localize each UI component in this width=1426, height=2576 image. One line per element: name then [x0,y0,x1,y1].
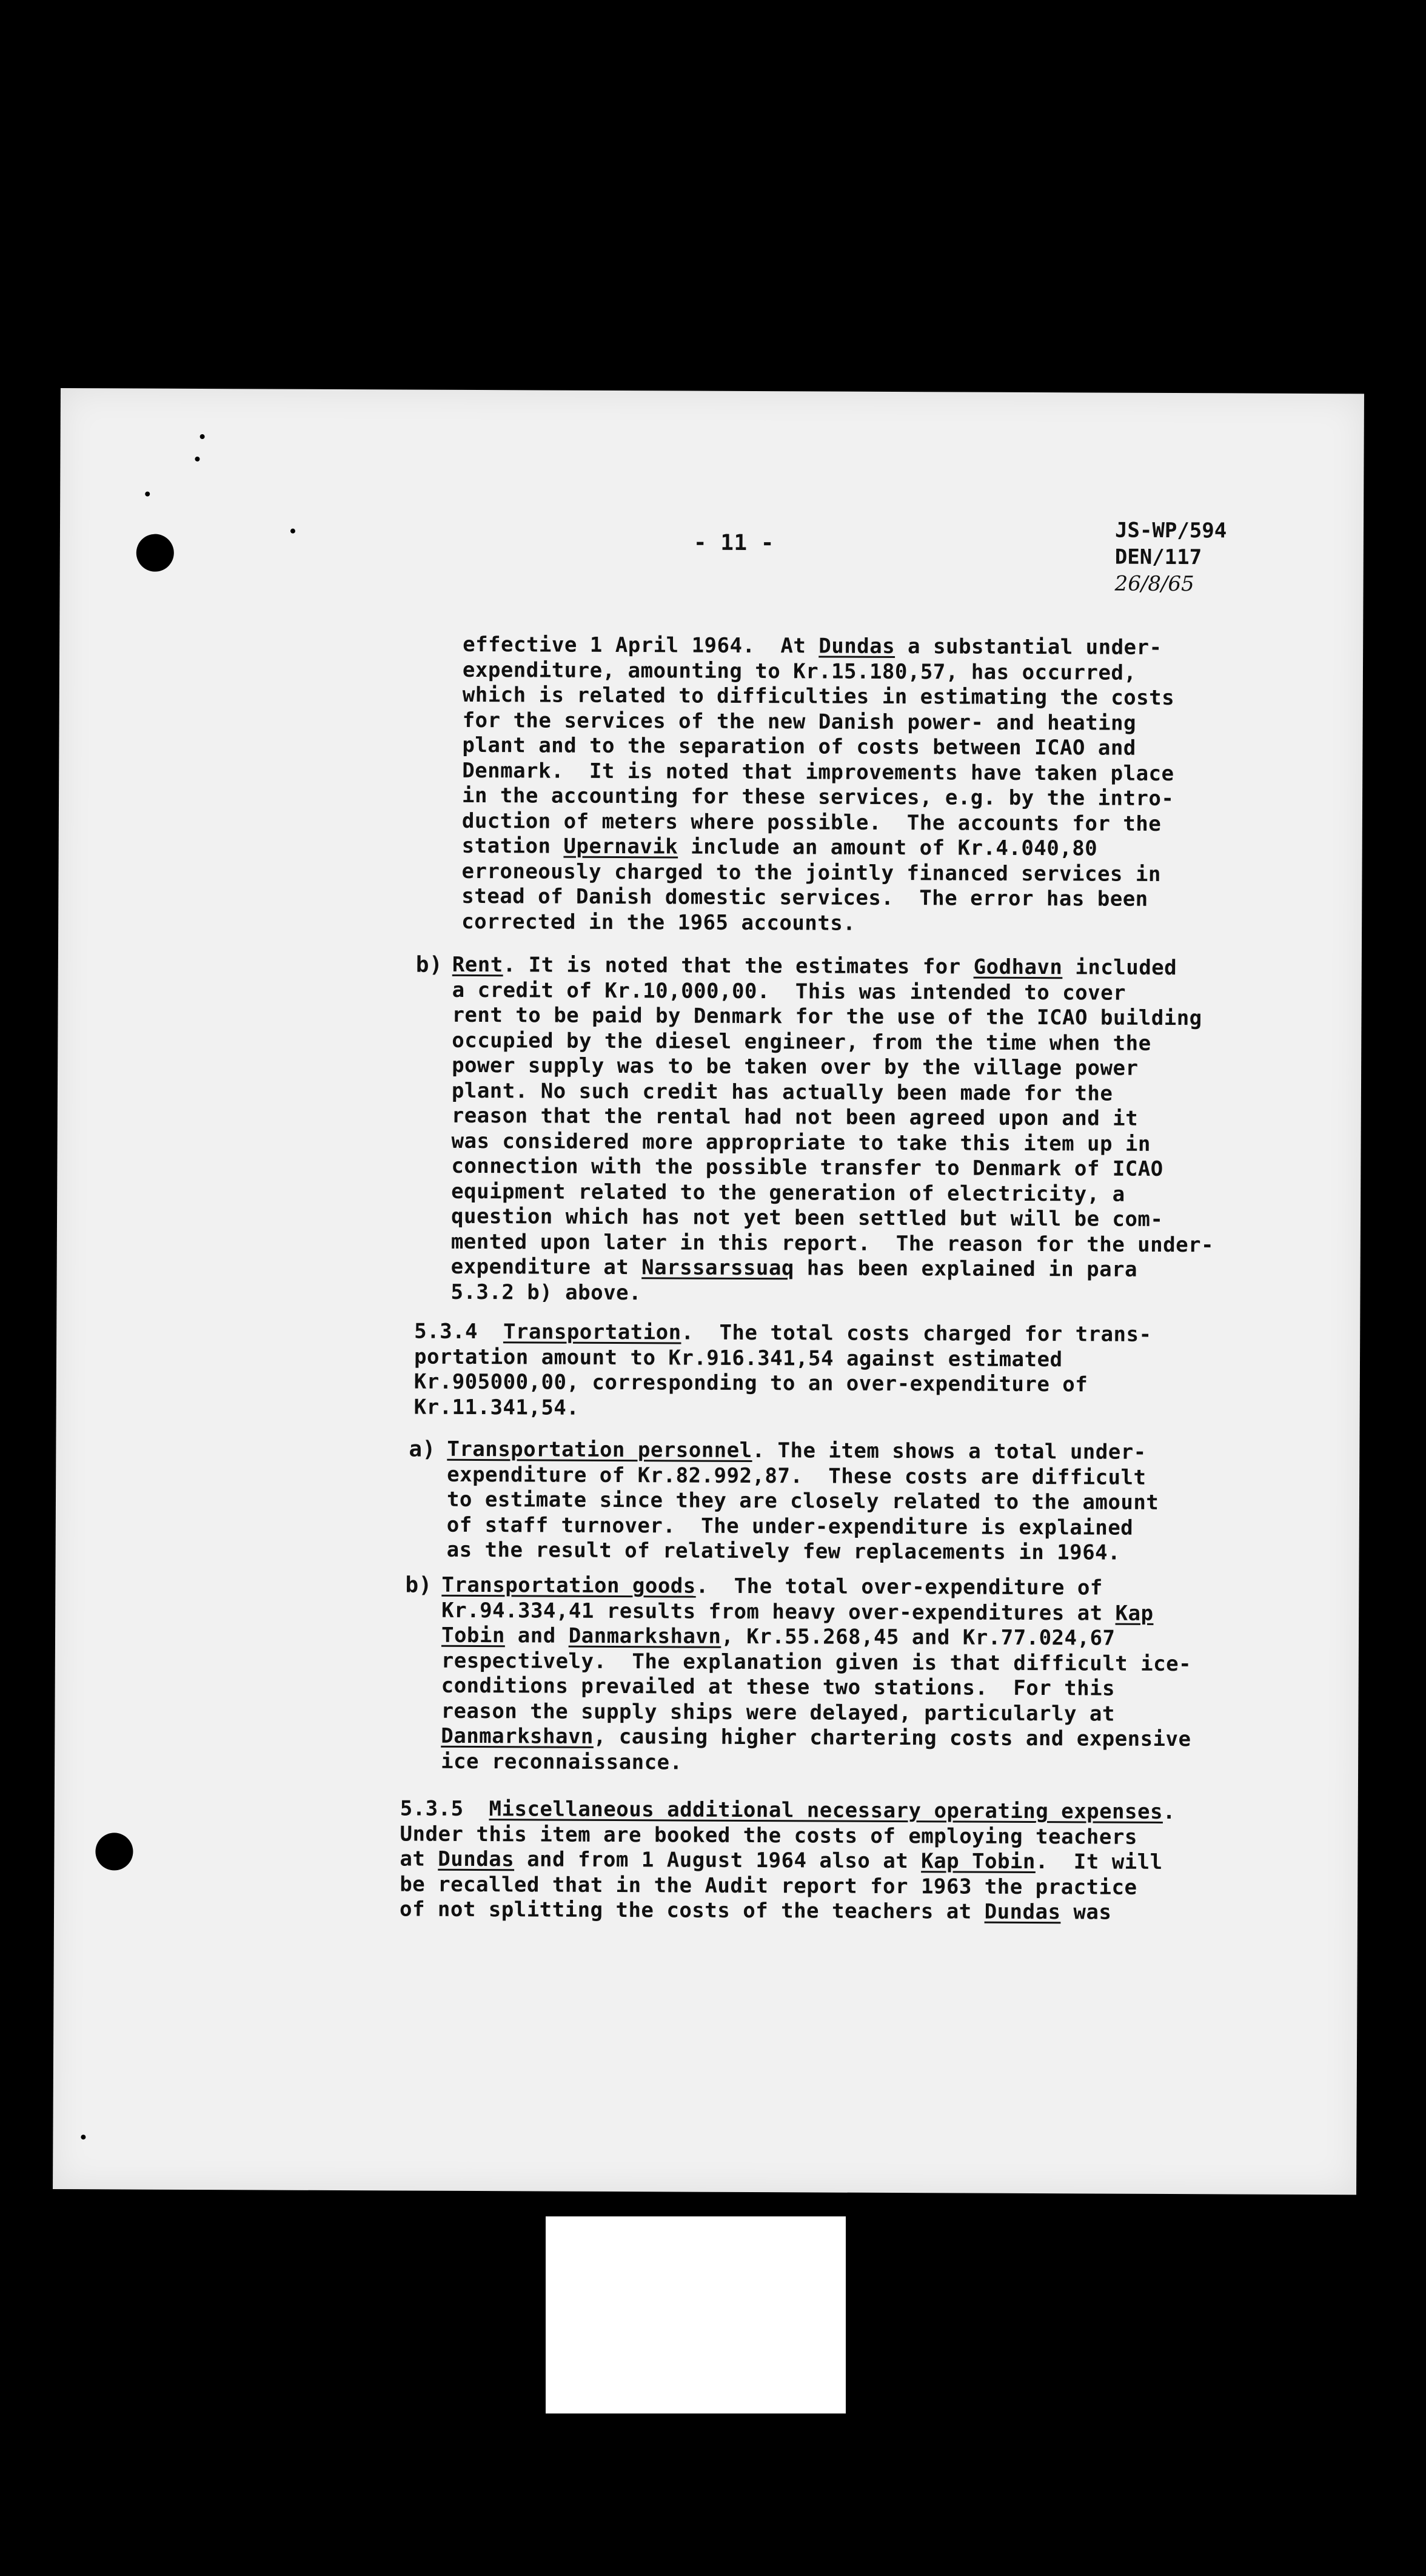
text-segment: Under this item are booked the costs of employing teachers [400,1821,1137,1850]
ref-doc: DEN/117 [1114,545,1202,570]
text-line [447,1437,1159,1466]
text-line [452,978,1215,1006]
scan-speck [290,529,295,534]
paragraph-accounting [461,632,1174,937]
document-page [53,388,1364,2195]
underlined-term: Upernavik [563,834,678,859]
underlined-term: Godhavn [973,954,1063,980]
text-line [441,1648,1191,1677]
text-segment: Kr.11.341,54. [413,1395,580,1420]
page-number: - 11 - [693,530,775,556]
text-line [451,1179,1214,1207]
paragraph-transportation-goods [441,1573,1192,1777]
text-segment: 5.3.2 b) above. [450,1280,642,1305]
text-segment: as the result of relatively few replacements in 1964. [446,1537,1121,1565]
text-line [451,1154,1214,1182]
text-line [400,1872,1175,1900]
text-line [451,1229,1214,1258]
text-line [414,1320,1151,1348]
text-segment: plant. No such credit has actually been made for the [451,1078,1113,1106]
text-segment: station [461,833,564,859]
text-segment: occupied by the diesel engineer, from the time when the [452,1028,1151,1056]
text-segment: question which has not yet been settled but will be com- [450,1204,1163,1232]
text-line [414,1344,1151,1373]
text-line [452,1104,1214,1132]
text-line [452,1078,1214,1107]
text-line [450,1280,1213,1308]
text-line [447,1462,1159,1491]
underlined-term: Kap [1115,1601,1154,1626]
text-segment: connection with the possible transfer to Denmark of ICAO [451,1153,1163,1181]
text-segment: Kr.94.334,41 results from heavy over-expenditures at [441,1598,1116,1626]
text-segment: duction of meters where possible. The accounts for the [461,808,1162,836]
text-line [441,1573,1191,1602]
text-line [447,1488,1159,1516]
text-line [441,1699,1191,1727]
text-segment: , causing higher chartering costs and expensive [593,1724,1191,1752]
text-line [461,884,1173,913]
underlined-term: Narssarssuaq [641,1255,794,1281]
text-line [414,1370,1151,1398]
text-segment: . The total costs charged for trans- [681,1320,1152,1347]
text-segment: conditions prevailed at these two stations. For this [441,1673,1116,1701]
text-line [400,1846,1175,1875]
text-line [452,1028,1214,1056]
text-line [447,1512,1159,1541]
text-segment: was considered more appropriate to take this item up in [451,1129,1151,1156]
text-segment: a credit of Kr.10,000,00. This was intended to cover [452,978,1126,1005]
text-line [452,1053,1214,1082]
item-marker-a: a) [409,1437,436,1462]
text-segment: equipment related to the generation of electricity, a [451,1179,1125,1207]
text-line [461,909,1173,937]
text-line [400,1897,1175,1925]
text-line [441,1623,1191,1652]
text-segment: respectively. The explanation given is that difficult ice- [441,1648,1192,1676]
scan-speck [81,2135,85,2139]
text-line [400,1796,1176,1825]
text-segment: corrected in the 1965 accounts. [461,909,856,936]
section-5-3-4-transportation [414,1320,1152,1423]
underlined-term: Transportation personnel [447,1437,752,1463]
text-segment: expenditure, amounting to Kr.15.180,57, has occurred, [462,657,1137,685]
text-segment: . It is noted that the estimates for [503,953,974,979]
text-segment: for the services of the new Danish power- and heating [462,708,1137,736]
text-line [462,733,1174,762]
text-line [462,834,1174,862]
text-segment: 5.3.4 [414,1319,504,1344]
text-segment: . [1162,1799,1176,1825]
text-segment: Denmark. It is noted that improvements have taken place [462,758,1174,786]
text-segment: reason that the rental had not been agreed upon and it [451,1103,1139,1131]
punch-hole-bottom [95,1833,133,1870]
text-segment: expenditure at [450,1254,642,1280]
ref-code: JS-WP/594 [1114,518,1227,543]
text-segment: . It will [1035,1850,1163,1874]
text-line [451,1255,1214,1283]
text-segment: include an amount of Kr.4.040,80 [678,834,1098,861]
underlined-term: Transportation goods [441,1572,696,1598]
underlined-term: Dundas [818,634,895,659]
text-line [452,953,1215,981]
underlined-term: Transportation [503,1320,681,1345]
paragraph-transportation-personnel [447,1437,1159,1566]
underlined-term: Danmarkshavn [568,1623,721,1649]
text-line [414,1395,1151,1423]
text-segment: and [504,1623,569,1648]
underlined-term: Kap Tobin [921,1849,1036,1874]
text-segment: and from 1 August 1964 also at [514,1847,922,1874]
text-segment: which is related to difficulties in estimating the costs [462,682,1175,711]
text-segment: a substantial under- [895,634,1162,660]
text-segment: , Kr.55.268,45 and Kr.77.024,67 [721,1624,1116,1651]
text-segment: Kr.905000,00, corresponding to an over-expenditure of [413,1369,1088,1397]
text-line [441,1724,1191,1753]
scan-speck [145,492,150,497]
text-segment: at [400,1846,438,1871]
underlined-term: Dundas [438,1846,515,1872]
underlined-term: Rent [452,952,503,978]
text-line [462,783,1174,812]
ref-date: 26/8/65 [1114,571,1194,597]
text-segment: in the accounting for these services, e.g. by the intro- [461,783,1174,811]
section-5-3-5-miscellaneous [400,1796,1176,1925]
punch-hole-top [136,534,174,572]
underlined-term: Dundas [984,1899,1061,1925]
text-segment: reason the supply ships were delayed, particularly at [441,1699,1115,1726]
text-line [451,1129,1214,1157]
text-segment: to estimate since they are closely related to the amount [446,1487,1159,1515]
text-line [441,1749,1191,1777]
text-segment: ice reconnaissance. [441,1749,683,1774]
text-line [461,859,1173,887]
text-line [463,657,1174,686]
text-line [451,1204,1214,1233]
text-line [463,632,1174,661]
text-line [452,1003,1214,1031]
text-segment: erroneously charged to the jointly financed services in [461,859,1161,887]
text-segment: of staff turnover. The under-expenditure is explained [446,1512,1134,1540]
text-segment: of not splitting the costs of the teachers at [399,1897,985,1924]
text-line [441,1598,1191,1626]
underlined-term: Danmarkshavn [441,1723,594,1749]
text-segment: rent to be paid by Denmark for the use of the ICAO building [452,1002,1202,1031]
text-line [462,758,1174,787]
blank-label-area [546,2216,846,2413]
text-segment: was [1060,1900,1112,1925]
text-line [447,1538,1159,1566]
text-line [463,708,1174,736]
text-segment: stead of Danish domestic services. The error has been [461,884,1148,911]
text-segment: . The item shows a total under- [752,1438,1146,1464]
text-segment: 5.3.5 [400,1796,489,1822]
text-segment: effective 1 April 1964. At [463,632,819,659]
scan-speck [200,434,205,439]
paragraph-rent [450,953,1215,1308]
underlined-term: Tobin [441,1623,505,1648]
text-segment: plant and to the separation of costs between ICAO and [462,733,1136,760]
text-segment: be recalled that in the Audit report for 1963 the practice [400,1871,1137,1900]
scan-speck [195,457,199,461]
text-segment: included [1062,955,1177,981]
text-segment: has been explained in para [794,1256,1138,1282]
item-marker-b: b) [405,1572,432,1598]
text-segment: portation amount to Kr.916.341,54 against estimated [413,1344,1063,1372]
item-marker-b: b) [415,952,443,978]
text-line [400,1822,1176,1850]
text-line [463,683,1174,711]
underlined-term: Miscellaneous additional necessary operating expenses [489,1797,1163,1824]
text-segment: mented upon later in this report. The reason for the under- [450,1229,1214,1257]
text-segment: . The total over-expenditure of [695,1574,1103,1600]
text-line [462,808,1174,837]
text-segment: power supply was to be taken over by the village power [452,1053,1139,1081]
text-segment: expenditure of Kr.82.992,87. These costs are difficult [447,1462,1146,1490]
text-line [441,1674,1191,1702]
document-reference [1115,517,1227,598]
